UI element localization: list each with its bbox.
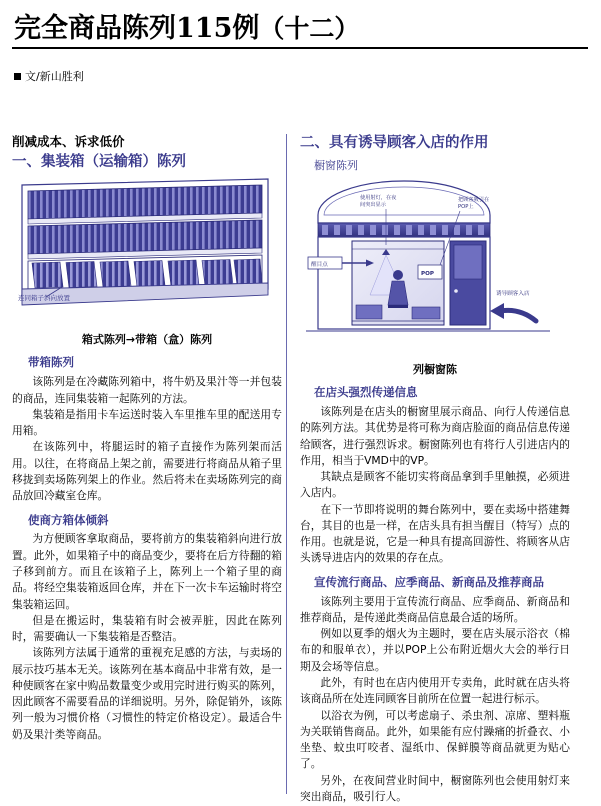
shelf-illustration-svg [16,177,274,312]
left-paragraph-6: 该陈列方法属于通常的重视充足感的方法，与卖场的展示技巧基本无关。该陈列在基本商品中非常有效，是一种使顾客在家中购品数量变少或用完时进行购买的陈列，因此顾客不需要看品的详细说明。另外，除促销外，该陈列一般为习惯价格（习惯性的特定价格设定）。最适合牛奶及果汁类等商品。 [12,646,282,741]
left-paragraph-3: 在该陈列中，将腿运时的箱子直接作为陈列架而活用。以往，在将商品上架之前，需要进行将商品从箱子里移拢到卖场陈列架上的作业。然后将未在卖场陈列完的商品放回冷藏室仓库。 [12,440,282,503]
left-figure-caption: 箱式陈列→带箱（盒）陈列 [81,333,213,347]
right-paragraph-8: 另外，在夜间营业时间中，橱窗陈列也会使用射灯来突出商品，吸引行人。 [300,773,570,803]
right-paragraph-2: 其缺点是顾客不能切实将商品拿到手里触摸，必须进入店内。 [300,470,570,500]
left-subheading-1: 带箱陈列 [28,355,74,370]
right-paragraph-7: 以浴衣为例，可以考虑扇子、杀虫剂、凉席、塑料瓶为关联销售商品。此外，如果能有应付躁痛的折叠衣、小坐垫、蚊虫叮咬者、湿纸巾、保鲜膜等商品就更为贴心了。 [300,708,570,771]
left-paragraph-2: 集装箱是指用卡车运送时装入车里推车里的配送用专用箱。 [12,407,282,438]
storefront-illustration-svg [300,179,568,357]
byline-text: 文/新山胜利 [25,70,84,83]
page-title [14,6,359,45]
label-spotlight-line2: 间突出显示 [360,202,386,209]
right-section-heading: 二、具有诱导顾客入店的作用 [300,135,489,151]
figure-shelf-display [16,177,274,325]
label-guide-customers: 诱导顾客入店 [496,291,530,298]
left-paragraph-1: 该陈列是在冷藏陈列箱中，将牛奶及果汁等一并包装的商品，连同集装箱一起陈列的方法。 [12,375,282,405]
right-figure-caption: 列橱窗陈 [413,363,457,377]
left-paragraph-4: 为方便顾客拿取商品，要将前方的集装箱斜向进行放置。此外，如果箱子中的商品变少，要将在后方待翻的箱子移到前方。而且在该箱子上，陈列上一个箱子里的商品。将经空集装箱返回仓库，并在下一次卡车运输时将空集装箱运回。 [12,532,282,611]
right-paragraph-1: 该陈列是在店头的橱窗里展示商品、向行人传递信息的陈列方法。其优势是将可称为商店脸面的商品信息传递给顾客，进行强烈诉求。橱窗陈列也有将行人引进店内的作用，相当于VMD中的VP。 [300,405,570,467]
left-kicker: 削减成本、诉求低价 [12,134,125,149]
label-pop-line2: POP上 [458,204,474,211]
right-paragraph-4: 该陈列主要用于宣传流行商品、应季商品、新商品和推荐商品，是传递此类商品信息最合适的场所。 [300,594,570,624]
left-section-heading: 一、集装箱（运输箱）陈列 [12,153,186,170]
figure-storefront-display [300,179,568,357]
label-spotlight-line1: 使用射灯，在夜 [360,195,397,202]
column-divider [286,134,287,794]
right-section-subheading: 橱窗陈列 [314,158,358,172]
label-pop-line1: 把顾客吸引在 [458,197,490,204]
label-focus-point: 醒目点 [311,262,328,269]
left-column [12,134,282,743]
right-subheading-1: 在店头强烈传递信息 [314,385,418,400]
left-subheading-2: 使商方箱体倾斜 [28,512,109,527]
right-subheading-2: 宣传流行商品、应季商品、新商品及推荐商品 [314,574,544,589]
right-column [300,134,570,805]
title-divider [12,47,588,49]
left-paragraph-5: 但是在搬运时，集装箱有时会被弄脏，因此在陈列时，需要确认一下集装箱是否整洁。 [12,613,282,644]
byline [14,68,84,84]
right-paragraph-6: 此外，有时也在店内使用开专卖角，此时就在店头将该商品所在处连同顾客目前所在位置一起进行标示。 [300,676,570,706]
figure-note-label: 连同箱子斜向放置 [18,294,70,303]
svg-text:POP: POP [421,271,434,278]
bullet-square-icon [14,73,21,80]
right-paragraph-5: 例如以夏季的烟火为主题时，要在店头展示浴衣（棉布的和服单衣），并以POP上公布附近烟火大会的举行日期及会场等信息。 [300,627,570,673]
right-paragraph-3: 在下一节即将说明的舞台陈列中，要在卖场中搭建舞台，其目的也是一样，在店头具有担当醒目（特写）点的作用。也就是说，它是一种具有提高回游性、将顾客从店头诱导进店内的效果的存在点。 [300,502,570,565]
page-title-paren: （十二） [259,14,360,43]
page-title-main: 完全商品陈列115例 [14,13,260,44]
